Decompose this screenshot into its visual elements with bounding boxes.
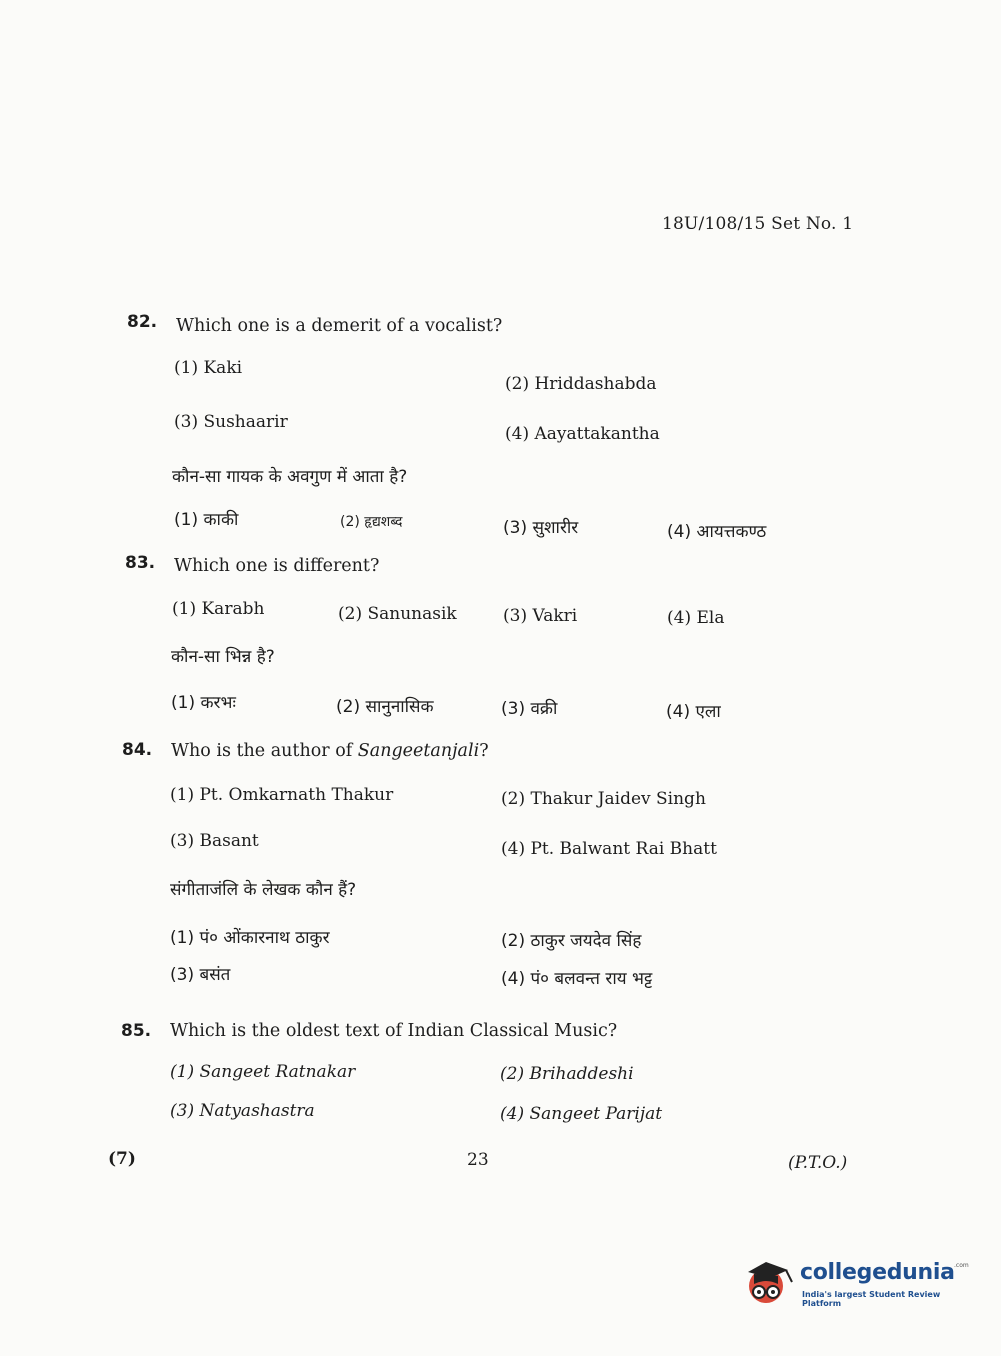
question-text-hindi: कौन-सा गायक के अवगुण में आता है?	[172, 467, 408, 487]
option-1-hindi: (1) काकी	[174, 510, 239, 530]
question-text: Who is the author of Sangeetanjali?	[171, 741, 489, 761]
watermark-suffix: .com	[954, 1262, 969, 1269]
option-2: (2) Brihaddeshi	[500, 1064, 634, 1084]
option-4: (4) Ela	[667, 608, 725, 628]
question-text: Which one is a demerit of a vocalist?	[176, 316, 503, 336]
watermark-name: collegedunia	[800, 1260, 955, 1285]
collegedunia-mascot-icon	[742, 1248, 800, 1312]
question-text-hindi: कौन-सा भिन्न है?	[171, 647, 275, 667]
question-text-hindi: संगीताजंलि के लेखक कौन हैं?	[170, 880, 357, 900]
option-1: (1) Sangeet Ratnakar	[170, 1062, 356, 1082]
watermark-tagline: India's largest Student Review Platform	[802, 1290, 941, 1308]
option-3-hindi: (3) सुशारीर	[503, 518, 579, 538]
option-3: (3) Vakri	[503, 606, 578, 626]
option-4-hindi: (4) आयत्तकण्ठ	[667, 522, 767, 542]
option-2-hindi: (2) हृद्यशब्द	[340, 514, 403, 530]
header-set-code: 18U/108/15 Set No. 1	[662, 214, 854, 234]
question-number: 83.	[125, 553, 156, 573]
option-2: (2) Sanunasik	[338, 604, 457, 624]
option-1-hindi: (1) पं० ओंकारनाथ ठाकुर	[170, 928, 330, 948]
question-text: Which is the oldest text of Indian Classical Music?	[170, 1021, 618, 1041]
pto-label: (P.T.O.)	[788, 1153, 848, 1173]
option-3-hindi: (3) वक्री	[501, 699, 558, 719]
option-1: (1) Karabh	[172, 599, 265, 619]
option-1: (1) Kaki	[174, 358, 243, 378]
option-1-hindi: (1) करभः	[171, 693, 236, 713]
question-number: 84.	[122, 740, 153, 760]
option-2: (2) Hriddashabda	[505, 374, 657, 394]
question-text: Which one is different?	[174, 556, 380, 576]
option-3: (3) Sushaarir	[174, 412, 288, 432]
option-4: (4) Pt. Balwant Rai Bhatt	[501, 839, 717, 859]
option-3-hindi: (3) बसंत	[170, 965, 231, 985]
page-number: 23	[467, 1150, 489, 1170]
question-number: 85.	[121, 1021, 152, 1041]
option-4-hindi: (4) पं० बलवन्त राय भट्ट	[501, 969, 653, 989]
option-2: (2) Thakur Jaidev Singh	[501, 789, 706, 809]
option-1: (1) Pt. Omkarnath Thakur	[170, 785, 394, 805]
option-3: (3) Natyashastra	[170, 1101, 315, 1121]
footer-left-code: (7)	[108, 1149, 136, 1169]
option-2-hindi: (2) ठाकुर जयदेव सिंह	[501, 931, 642, 951]
question-number: 82.	[127, 312, 158, 332]
collegedunia-watermark	[742, 1248, 967, 1312]
option-2-hindi: (2) सानुनासिक	[336, 697, 434, 717]
option-4: (4) Aayattakantha	[505, 424, 660, 444]
option-4-hindi: (4) एला	[666, 702, 721, 722]
option-4: (4) Sangeet Parijat	[500, 1104, 663, 1124]
option-3: (3) Basant	[170, 831, 259, 851]
